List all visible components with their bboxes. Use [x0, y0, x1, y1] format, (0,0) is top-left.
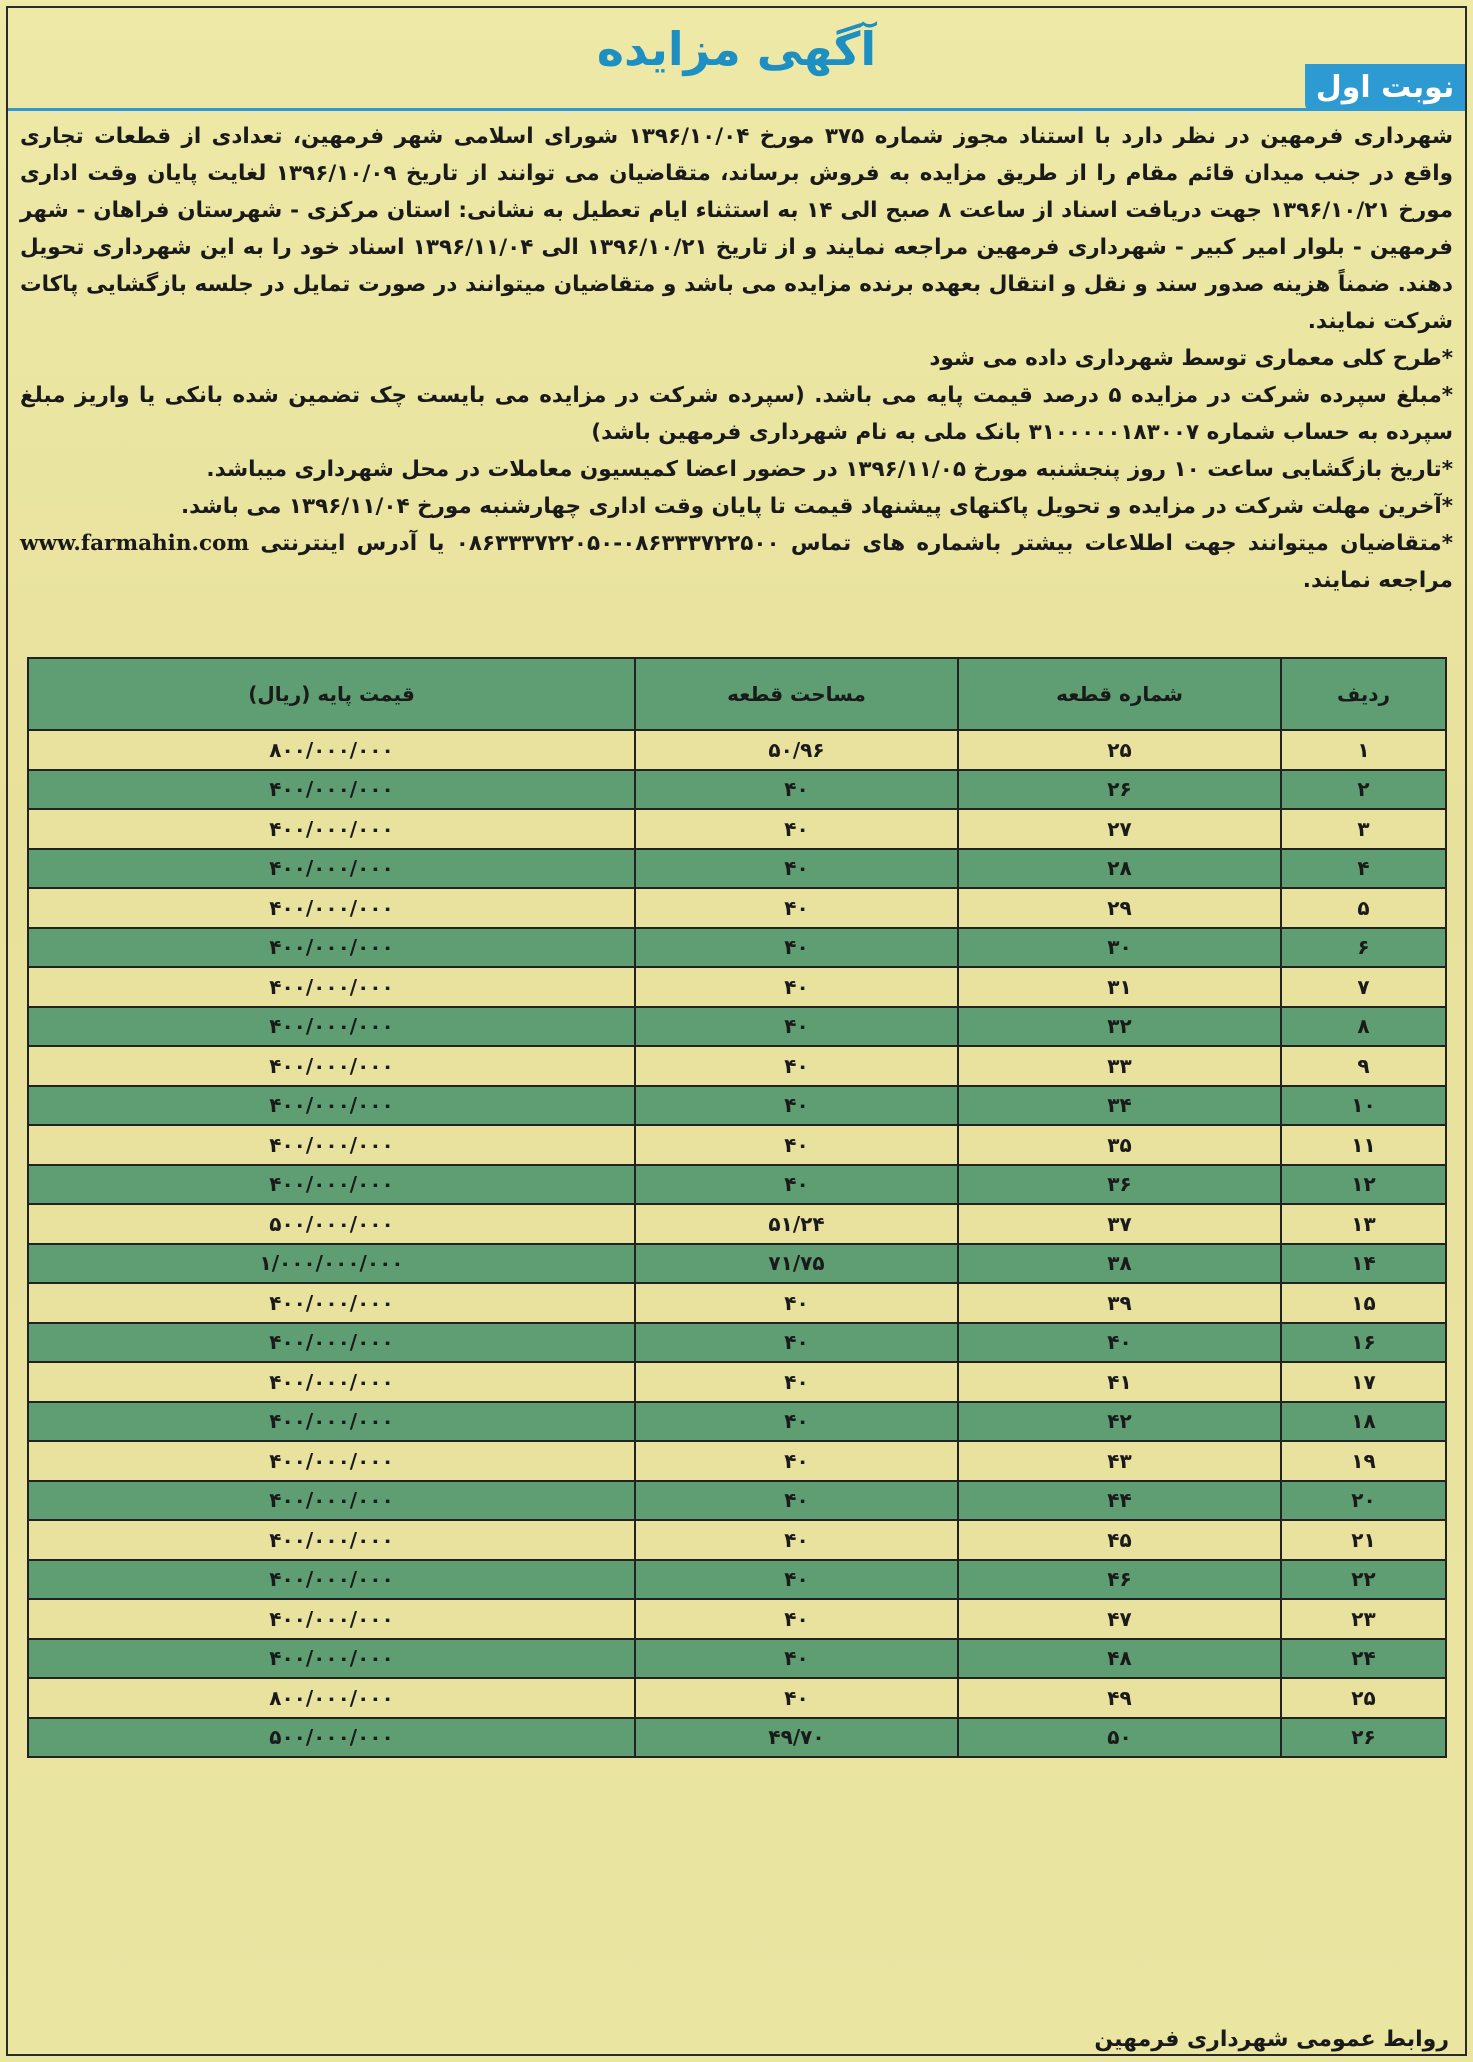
contact-text: *متقاضیان میتوانند جهت اطلاعات بیشتر باشماره های تماس ۰۸۶۳۳۳۷۲۲۵۰۰-۰۸۶۳۳۳۷۲۲۰۵۰ یا آدرس اینترنتی — [260, 531, 1453, 556]
cell-lot-number: ۳۶ — [958, 1165, 1281, 1205]
cell-row-number: ۲ — [1281, 770, 1446, 810]
cell-lot-area: ۴۰ — [635, 1046, 958, 1086]
cell-lot-number: ۲۹ — [958, 888, 1281, 928]
table-row — [28, 1204, 1446, 1244]
cell-lot-number: ۲۸ — [958, 849, 1281, 889]
cell-lot-area: ۴۰ — [635, 888, 958, 928]
cell-lot-area: ۴۰ — [635, 1165, 958, 1205]
cell-lot-area: ۴۰ — [635, 928, 958, 968]
cell-lot-number: ۴۴ — [958, 1481, 1281, 1521]
cell-base-price: ۸۰۰/۰۰۰/۰۰۰ — [28, 1678, 635, 1718]
bullet-opening-date: *تاریخ بازگشایی ساعت ۱۰ روز پنجشنبه مورخ ۱۳۹۶/۱۱/۰۵ در حضور اعضا کمیسیون معاملات در محل شهرداری میباشد. — [206, 457, 1453, 482]
table-row — [28, 809, 1446, 849]
header-row-number: ردیف — [1281, 658, 1446, 730]
footer-credit: روابط عمومی شهرداری فرمهین — [1094, 2027, 1449, 2052]
cell-row-number: ۱۸ — [1281, 1402, 1446, 1442]
cell-lot-area: ۴۰ — [635, 1007, 958, 1047]
cell-lot-area: ۴۰ — [635, 1362, 958, 1402]
cell-lot-number: ۴۲ — [958, 1402, 1281, 1442]
cell-row-number: ۵ — [1281, 888, 1446, 928]
table-row — [28, 770, 1446, 810]
cell-row-number: ۱۹ — [1281, 1441, 1446, 1481]
cell-base-price: ۴۰۰/۰۰۰/۰۰۰ — [28, 1007, 635, 1047]
cell-base-price: ۵۰۰/۰۰۰/۰۰۰ — [28, 1204, 635, 1244]
table-row — [28, 1362, 1446, 1402]
cell-lot-area: ۴۰ — [635, 1560, 958, 1600]
cell-base-price: ۴۰۰/۰۰۰/۰۰۰ — [28, 1560, 635, 1600]
table-row — [28, 1283, 1446, 1323]
cell-lot-number: ۴۵ — [958, 1520, 1281, 1560]
cell-base-price: ۴۰۰/۰۰۰/۰۰۰ — [28, 849, 635, 889]
cell-lot-area: ۴۰ — [635, 809, 958, 849]
lots-table — [27, 657, 1447, 1758]
header-lot-area: مساحت قطعه — [635, 658, 958, 730]
cell-lot-area: ۴۰ — [635, 1323, 958, 1363]
cell-lot-number: ۳۷ — [958, 1204, 1281, 1244]
cell-row-number: ۱۷ — [1281, 1362, 1446, 1402]
cell-base-price: ۴۰۰/۰۰۰/۰۰۰ — [28, 1323, 635, 1363]
cell-row-number: ۹ — [1281, 1046, 1446, 1086]
cell-lot-area: ۴۰ — [635, 770, 958, 810]
table-header-row — [28, 658, 1446, 730]
cell-base-price: ۴۰۰/۰۰۰/۰۰۰ — [28, 1046, 635, 1086]
table-row — [28, 849, 1446, 889]
cell-base-price: ۱/۰۰۰/۰۰۰/۰۰۰ — [28, 1244, 635, 1284]
cell-base-price: ۴۰۰/۰۰۰/۰۰۰ — [28, 1402, 635, 1442]
cell-lot-number: ۲۶ — [958, 770, 1281, 810]
cell-lot-number: ۴۷ — [958, 1599, 1281, 1639]
cell-lot-number: ۳۰ — [958, 928, 1281, 968]
bullet-deadline: *آخرین مهلت شرکت در مزایده و تحویل پاکتهای پیشنهاد قیمت تا پایان وقت اداری چهارشنبه مورخ ۱۳۹۶/۱۱/۰۴ می باشد. — [180, 494, 1453, 519]
cell-row-number: ۱۵ — [1281, 1283, 1446, 1323]
cell-lot-number: ۳۹ — [958, 1283, 1281, 1323]
cell-lot-area: ۵۱/۲۴ — [635, 1204, 958, 1244]
bullet-contact — [20, 525, 1453, 599]
table-row — [28, 1125, 1446, 1165]
cell-lot-number: ۴۰ — [958, 1323, 1281, 1363]
cell-lot-number: ۴۱ — [958, 1362, 1281, 1402]
cell-lot-area: ۴۰ — [635, 1520, 958, 1560]
website-link: www.farmahin.com — [20, 531, 250, 556]
ad-title: آگهی مزایده — [596, 22, 877, 76]
cell-lot-number: ۳۵ — [958, 1125, 1281, 1165]
cell-base-price: ۴۰۰/۰۰۰/۰۰۰ — [28, 1362, 635, 1402]
cell-base-price: ۵۰۰/۰۰۰/۰۰۰ — [28, 1718, 635, 1758]
cell-base-price: ۴۰۰/۰۰۰/۰۰۰ — [28, 888, 635, 928]
ad-body — [20, 118, 1453, 599]
cell-base-price: ۴۰۰/۰۰۰/۰۰۰ — [28, 1599, 635, 1639]
cell-row-number: ۱۴ — [1281, 1244, 1446, 1284]
cell-base-price: ۴۰۰/۰۰۰/۰۰۰ — [28, 1086, 635, 1126]
contact-end: مراجعه نمایند. — [1302, 568, 1453, 593]
bullet-deposit: *مبلغ سپرده شرکت در مزایده ۵ درصد قیمت پایه می باشد. (سپرده شرکت در مزایده می بایست چک تضمین شده بانکی یا واریز مبلغ سپرده به حساب شماره ۳۱۰۰۰۰۰۱۸۳۰۰۷ بانک ملی به نام شهرداری فرمهین باشد) — [20, 383, 1453, 445]
cell-base-price: ۴۰۰/۰۰۰/۰۰۰ — [28, 1165, 635, 1205]
header-rule — [8, 108, 1465, 111]
table-row — [28, 1599, 1446, 1639]
cell-lot-area: ۴۰ — [635, 967, 958, 1007]
cell-lot-number: ۳۸ — [958, 1244, 1281, 1284]
cell-row-number: ۲۴ — [1281, 1639, 1446, 1679]
cell-base-price: ۴۰۰/۰۰۰/۰۰۰ — [28, 1520, 635, 1560]
cell-lot-area: ۴۰ — [635, 849, 958, 889]
cell-row-number: ۱۰ — [1281, 1086, 1446, 1126]
cell-row-number: ۳ — [1281, 809, 1446, 849]
cell-row-number: ۶ — [1281, 928, 1446, 968]
cell-lot-area: ۴۰ — [635, 1086, 958, 1126]
cell-row-number: ۲۳ — [1281, 1599, 1446, 1639]
cell-base-price: ۴۰۰/۰۰۰/۰۰۰ — [28, 770, 635, 810]
cell-row-number: ۸ — [1281, 1007, 1446, 1047]
table-row — [28, 1402, 1446, 1442]
table-row — [28, 1560, 1446, 1600]
cell-row-number: ۲۲ — [1281, 1560, 1446, 1600]
table-row — [28, 1441, 1446, 1481]
cell-row-number: ۱۶ — [1281, 1323, 1446, 1363]
cell-lot-number: ۲۷ — [958, 809, 1281, 849]
cell-row-number: ۴ — [1281, 849, 1446, 889]
cell-base-price: ۴۰۰/۰۰۰/۰۰۰ — [28, 928, 635, 968]
cell-row-number: ۲۶ — [1281, 1718, 1446, 1758]
cell-row-number: ۱۱ — [1281, 1125, 1446, 1165]
cell-base-price: ۴۰۰/۰۰۰/۰۰۰ — [28, 1639, 635, 1679]
table-row — [28, 1165, 1446, 1205]
table-row — [28, 888, 1446, 928]
table-row — [28, 1678, 1446, 1718]
cell-row-number: ۷ — [1281, 967, 1446, 1007]
table-row — [28, 928, 1446, 968]
cell-lot-number: ۳۳ — [958, 1046, 1281, 1086]
table-row — [28, 1520, 1446, 1560]
table-row — [28, 1244, 1446, 1284]
cell-lot-area: ۴۰ — [635, 1441, 958, 1481]
table-row — [28, 1323, 1446, 1363]
table-row — [28, 1046, 1446, 1086]
lots-table-body — [28, 730, 1446, 1757]
cell-base-price: ۴۰۰/۰۰۰/۰۰۰ — [28, 1481, 635, 1521]
header-lot-number: شماره قطعه — [958, 658, 1281, 730]
cell-lot-area: ۴۰ — [635, 1402, 958, 1442]
intro-paragraph: شهرداری فرمهین در نظر دارد با استناد مجوز شماره ۳۷۵ مورخ ۱۳۹۶/۱۰/۰۴ شورای اسلامی شهر فرمهین، تعدادی از قطعات تجاری واقع در جنب میدان قائم مقام را از طریق مزایده به فروش برساند، متقاضیان می توانند از تاریخ ۱۳۹۶/۱۰/۰۹ لغایت پایان وقت اداری مورخ ۱۳۹۶/۱۰/۲۱ جهت دریافت اسناد از ساعت ۸ صبح الی ۱۴ به استثناء ایام تعطیل به نشانی: استان مرکزی - شهرستان فراهان - شهر فرمهین - بلوار امیر کبیر - شهرداری فرمهین مراجعه نمایند و از تاریخ ۱۳۹۶/۱۰/۲۱ الی ۱۳۹۶/۱۱/۰۴ اسناد خود را به این شهرداری تحویل دهند. ضمناً هزینه صدور سند و نقل و انتقال بعهده برنده مزایده می باشد و متقاضیان میتوانند در صورت تمایل در جلسه بازگشایی پاکات شرکت نمایند. — [20, 124, 1454, 334]
bullet-architecture: *طرح کلی معماری توسط شهرداری داده می شود — [929, 346, 1453, 371]
publication-round-badge: نوبت اول — [1305, 64, 1465, 110]
cell-row-number: ۲۵ — [1281, 1678, 1446, 1718]
header-base-price: قیمت پایه (ریال) — [28, 658, 635, 730]
cell-lot-number: ۴۸ — [958, 1639, 1281, 1679]
cell-base-price: ۴۰۰/۰۰۰/۰۰۰ — [28, 1125, 635, 1165]
cell-base-price: ۴۰۰/۰۰۰/۰۰۰ — [28, 1441, 635, 1481]
table-row — [28, 1007, 1446, 1047]
cell-lot-number: ۳۲ — [958, 1007, 1281, 1047]
cell-lot-number: ۴۹ — [958, 1678, 1281, 1718]
table-row — [28, 1481, 1446, 1521]
cell-lot-number: ۳۱ — [958, 967, 1281, 1007]
cell-lot-number: ۴۳ — [958, 1441, 1281, 1481]
cell-lot-number: ۵۰ — [958, 1718, 1281, 1758]
cell-lot-area: ۷۱/۷۵ — [635, 1244, 958, 1284]
cell-lot-area: ۴۰ — [635, 1599, 958, 1639]
cell-lot-area: ۴۹/۷۰ — [635, 1718, 958, 1758]
cell-base-price: ۸۰۰/۰۰۰/۰۰۰ — [28, 730, 635, 770]
cell-lot-area: ۴۰ — [635, 1678, 958, 1718]
cell-row-number: ۲۱ — [1281, 1520, 1446, 1560]
cell-row-number: ۲۰ — [1281, 1481, 1446, 1521]
cell-lot-number: ۴۶ — [958, 1560, 1281, 1600]
cell-lot-area: ۵۰/۹۶ — [635, 730, 958, 770]
cell-row-number: ۱۳ — [1281, 1204, 1446, 1244]
table-row — [28, 730, 1446, 770]
cell-row-number: ۱ — [1281, 730, 1446, 770]
cell-lot-area: ۴۰ — [635, 1639, 958, 1679]
table-row — [28, 1639, 1446, 1679]
table-row — [28, 967, 1446, 1007]
cell-lot-area: ۴۰ — [635, 1481, 958, 1521]
cell-base-price: ۴۰۰/۰۰۰/۰۰۰ — [28, 1283, 635, 1323]
cell-base-price: ۴۰۰/۰۰۰/۰۰۰ — [28, 809, 635, 849]
cell-row-number: ۱۲ — [1281, 1165, 1446, 1205]
cell-lot-number: ۲۵ — [958, 730, 1281, 770]
cell-lot-area: ۴۰ — [635, 1125, 958, 1165]
table-row — [28, 1718, 1446, 1758]
cell-lot-area: ۴۰ — [635, 1283, 958, 1323]
table-row — [28, 1086, 1446, 1126]
cell-base-price: ۴۰۰/۰۰۰/۰۰۰ — [28, 967, 635, 1007]
cell-lot-number: ۳۴ — [958, 1086, 1281, 1126]
